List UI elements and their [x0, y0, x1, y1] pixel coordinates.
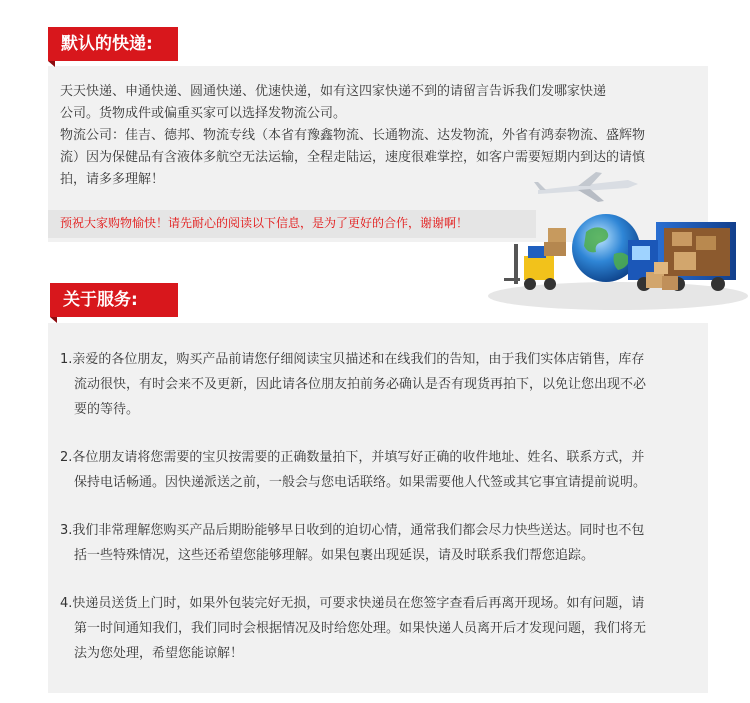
- service-item-4-line-3: 法为您处理，希望您能谅解！: [74, 646, 244, 661]
- service-item-3-line-1: 3.我们非常理解您购买产品后期盼能够早日收到的迫切心情，通常我们都会尽力快些送达。同时也不包: [60, 523, 645, 538]
- service-item-2-line-1: 2.各位朋友请将您需要的宝贝按需要的正确数量拍下，并填写好正确的收件地址、姓名、联系方式，并: [60, 450, 645, 465]
- service-item-2: [60, 445, 700, 495]
- service-list: [60, 347, 700, 689]
- shipping-line-1: 天天快递、申通快递、圆通快递、优速快递，如有这四家快递不到的请留言告诉我们发哪家快递: [60, 84, 607, 99]
- service-item-1-line-3: 要的等待。: [74, 402, 140, 417]
- service-item-4-line-1: 4.快递员送货上门时，如果外包装完好无损，可要求快递员在您签字查看后再离开现场。如有问题，请: [60, 596, 645, 611]
- shipping-line-2: 公司。货物成件或偏重买家可以选择发物流公司。: [60, 106, 347, 121]
- truck-icon: [628, 222, 736, 291]
- shipping-line-4: 流）因为保健品有含液体多航空无法运输，全程走陆运，速度很难掌控，如客户需要短期内到达的请慎: [60, 150, 646, 165]
- service-item-4: [60, 591, 700, 666]
- service-item-4-line-2: 第一时间通知我们，我们同时会根据情况及时给您处理。如果快递人员离开后才发现问题，我们将无: [74, 621, 647, 636]
- shipping-section-title: 默认的快递:: [48, 27, 178, 61]
- service-item-3: [60, 518, 700, 568]
- service-item-3-line-2: 括一些特殊情况，这些还希望您能够理解。如果包裹出现延误，请及时联系我们帮您追踪。: [74, 548, 595, 563]
- service-section-title: 关于服务:: [50, 283, 178, 317]
- service-item-1-line-1: 1.亲爱的各位朋友，购买产品前请您仔细阅读宝贝描述和在线我们的告知，由于我们实体店销售，库存: [60, 352, 645, 367]
- notice-bar: [48, 210, 536, 238]
- service-item-1-line-2: 流动很快，有时会来不及更新，因此请各位朋友拍前务必确认是否有现货再拍下，以免让您出现不必: [74, 377, 647, 392]
- notice-text: 预祝大家购物愉快！请先耐心的阅读以下信息，是为了更好的合作，谢谢啊！: [60, 216, 469, 230]
- shipping-line-5: 拍，请多多理解！: [60, 172, 165, 187]
- forklift-icon: [504, 228, 566, 290]
- service-panel: [48, 323, 708, 693]
- airplane-icon: [534, 172, 638, 202]
- logistics-illustration: [478, 168, 750, 318]
- service-item-1: [60, 347, 700, 422]
- shipping-line-3: 物流公司：佳吉、德邦、物流专线（本省有豫鑫物流、长通物流、达发物流，外省有鸿泰物流、盛辉物: [60, 128, 646, 143]
- service-item-2-line-2: 保持电话畅通。因快递派送之前，一般会与您电话联络。如果需要他人代签或其它事宜请提前说明。: [74, 475, 647, 490]
